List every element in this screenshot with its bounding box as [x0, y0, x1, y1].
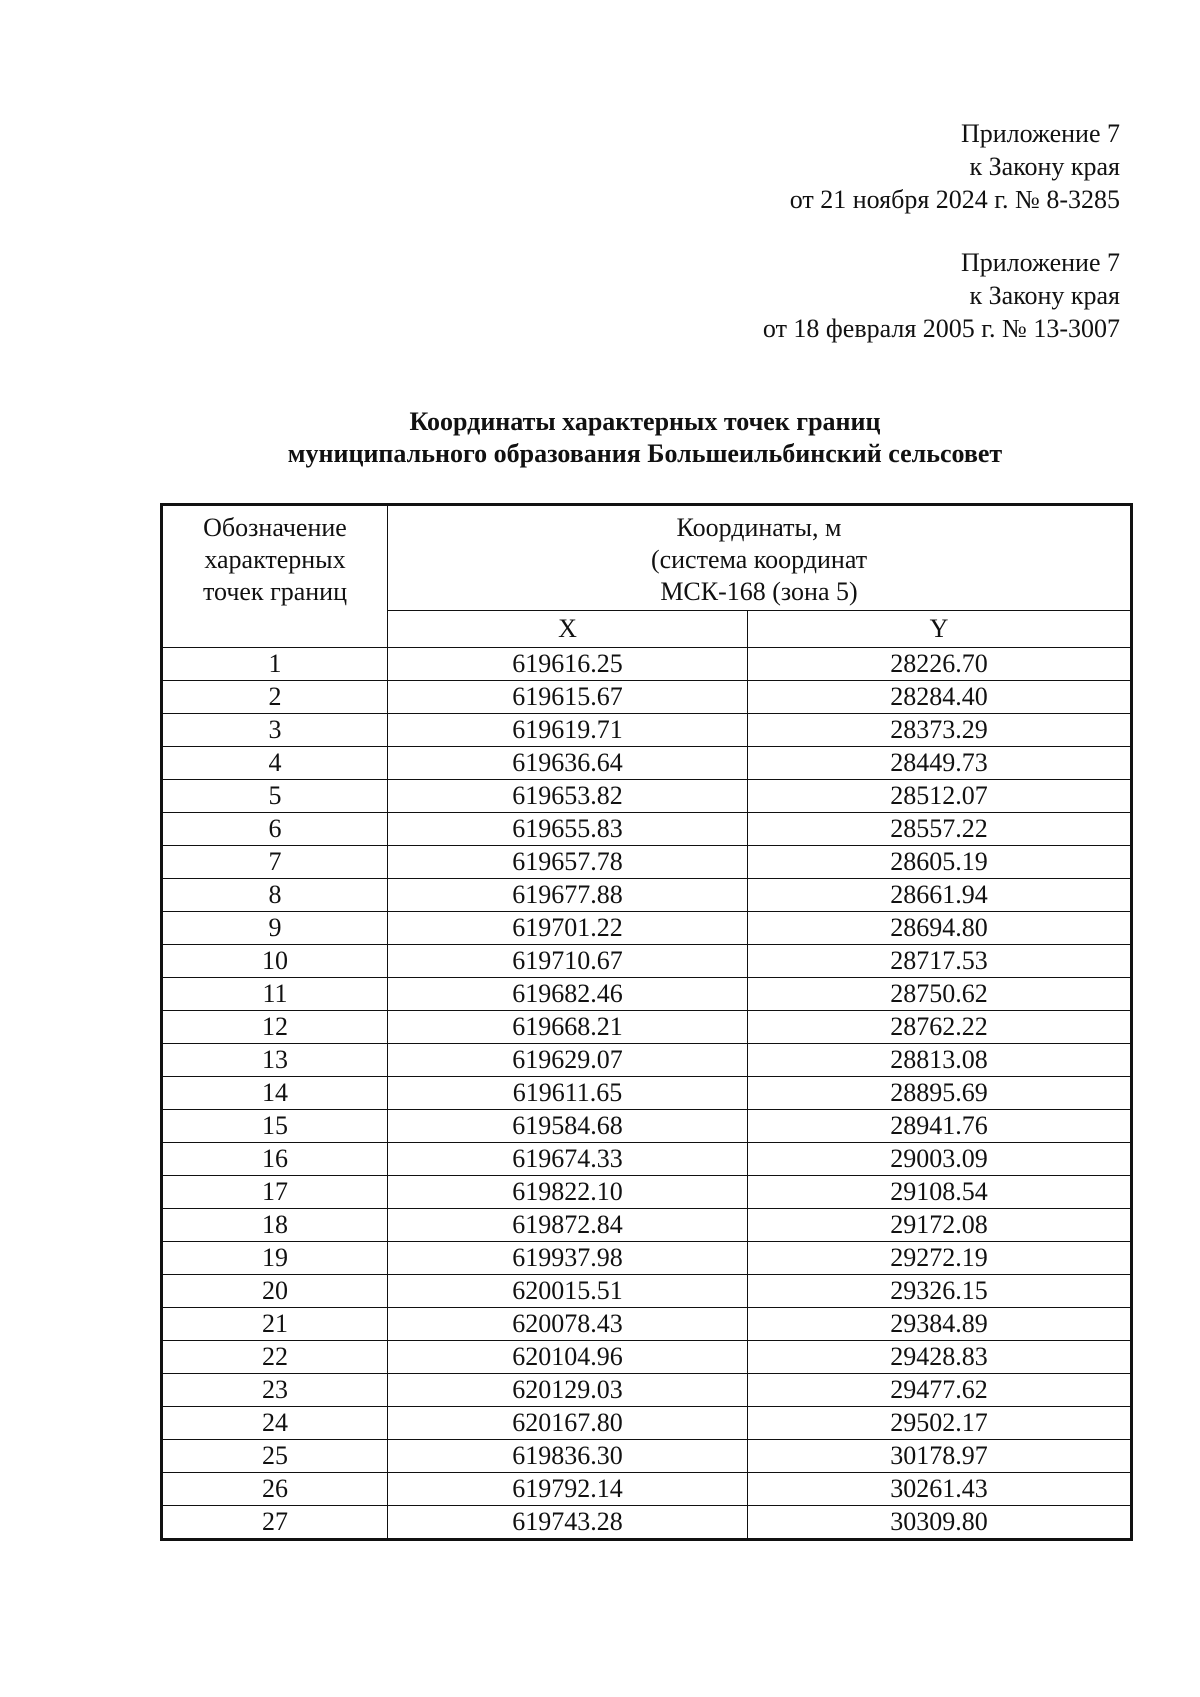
y-coordinate-cell: 29428.83 [748, 1341, 1132, 1374]
appendix-original-line: Приложение 7 [960, 248, 1120, 277]
point-number-cell: 19 [162, 1242, 388, 1275]
table-row [162, 1209, 1132, 1242]
coordinates-table-body [162, 648, 1132, 1540]
x-coordinate-cell: 619674.33 [388, 1143, 748, 1176]
y-column-header: Y [748, 611, 1132, 648]
point-number-cell: 8 [162, 879, 388, 912]
table-row [162, 1275, 1132, 1308]
y-coordinate-cell: 28694.80 [748, 912, 1132, 945]
y-coordinate-cell: 29172.08 [748, 1209, 1132, 1242]
y-coordinate-cell: 28762.22 [748, 1011, 1132, 1044]
x-coordinate-cell: 620015.51 [388, 1275, 748, 1308]
point-number-cell: 14 [162, 1077, 388, 1110]
table-row [162, 747, 1132, 780]
table-row [162, 813, 1132, 846]
table-row [162, 1473, 1132, 1506]
table-row [162, 1506, 1132, 1540]
point-number-cell: 16 [162, 1143, 388, 1176]
table-row [162, 1341, 1132, 1374]
y-coordinate-cell: 28661.94 [748, 879, 1132, 912]
x-coordinate-cell: 619836.30 [388, 1440, 748, 1473]
y-coordinate-cell: 29003.09 [748, 1143, 1132, 1176]
x-column-header: X [388, 611, 748, 648]
table-row [162, 846, 1132, 879]
appendix-current-line: от 21 ноября 2024 г. № 8-3285 [789, 185, 1120, 214]
x-coordinate-cell: 619629.07 [388, 1044, 748, 1077]
point-number-cell: 27 [162, 1506, 388, 1540]
table-row [162, 681, 1132, 714]
point-number-cell: 24 [162, 1407, 388, 1440]
table-row [162, 1044, 1132, 1077]
y-coordinate-cell: 29326.15 [748, 1275, 1132, 1308]
point-number-cell: 10 [162, 945, 388, 978]
appendix-original-line: к Закону края [969, 281, 1120, 310]
y-coordinate-cell: 28941.76 [748, 1110, 1132, 1143]
appendix-current [790, 117, 1120, 216]
point-number-cell: 9 [162, 912, 388, 945]
document-title-line-1: Координаты характерных точек границ [409, 407, 881, 436]
appendix-original-line: от 18 февраля 2005 г. № 13-3007 [762, 314, 1120, 343]
y-coordinate-cell: 30178.97 [748, 1440, 1132, 1473]
appendix-current-line: Приложение 7 [960, 119, 1120, 148]
table-row [162, 648, 1132, 681]
y-coordinate-cell: 29384.89 [748, 1308, 1132, 1341]
x-coordinate-cell: 619872.84 [388, 1209, 748, 1242]
appendix-original [763, 246, 1120, 345]
y-coordinate-cell: 29272.19 [748, 1242, 1132, 1275]
x-coordinate-cell: 619668.21 [388, 1011, 748, 1044]
y-coordinate-cell: 28717.53 [748, 945, 1132, 978]
y-coordinate-cell: 29477.62 [748, 1374, 1132, 1407]
y-coordinate-cell: 28750.62 [748, 978, 1132, 1011]
point-number-cell: 26 [162, 1473, 388, 1506]
point-number-cell: 6 [162, 813, 388, 846]
point-number-cell: 18 [162, 1209, 388, 1242]
x-coordinate-cell: 619937.98 [388, 1242, 748, 1275]
y-coordinate-cell: 28226.70 [748, 648, 1132, 681]
table-row [162, 1176, 1132, 1209]
point-number-cell: 21 [162, 1308, 388, 1341]
point-number-cell: 13 [162, 1044, 388, 1077]
table-row [162, 1308, 1132, 1341]
x-coordinate-cell: 619636.64 [388, 747, 748, 780]
point-number-cell: 17 [162, 1176, 388, 1209]
y-coordinate-cell: 28813.08 [748, 1044, 1132, 1077]
x-coordinate-cell: 619792.14 [388, 1473, 748, 1506]
document-title [0, 406, 1200, 470]
x-coordinate-cell: 619615.67 [388, 681, 748, 714]
point-number-cell: 2 [162, 681, 388, 714]
y-coordinate-cell: 28373.29 [748, 714, 1132, 747]
y-coordinate-cell: 28557.22 [748, 813, 1132, 846]
table-row [162, 1110, 1132, 1143]
x-coordinate-cell: 620129.03 [388, 1374, 748, 1407]
table-row [162, 1407, 1132, 1440]
table-row [162, 912, 1132, 945]
table-row [162, 1143, 1132, 1176]
table-row [162, 879, 1132, 912]
x-coordinate-cell: 619653.82 [388, 780, 748, 813]
y-coordinate-cell: 29502.17 [748, 1407, 1132, 1440]
point-number-cell: 12 [162, 1011, 388, 1044]
point-number-cell: 5 [162, 780, 388, 813]
x-coordinate-cell: 619657.78 [388, 846, 748, 879]
table-row [162, 1440, 1132, 1473]
x-coordinate-cell: 619611.65 [388, 1077, 748, 1110]
table-row [162, 780, 1132, 813]
table-row [162, 945, 1132, 978]
table-row [162, 1011, 1132, 1044]
y-coordinate-cell: 28512.07 [748, 780, 1132, 813]
x-coordinate-cell: 619682.46 [388, 978, 748, 1011]
point-number-cell: 23 [162, 1374, 388, 1407]
x-coordinate-cell: 619584.68 [388, 1110, 748, 1143]
point-number-cell: 11 [162, 978, 388, 1011]
x-coordinate-cell: 619822.10 [388, 1176, 748, 1209]
coordinates-column-header: Координаты, м (система координат МСК-168 (зона 5) [388, 505, 1132, 611]
table-row [162, 1374, 1132, 1407]
document-title-line-2: муниципального образования Большеильбинский сельсовет [287, 439, 1003, 468]
y-coordinate-cell: 29108.54 [748, 1176, 1132, 1209]
point-number-cell: 20 [162, 1275, 388, 1308]
x-coordinate-cell: 620104.96 [388, 1341, 748, 1374]
x-coordinate-cell: 619701.22 [388, 912, 748, 945]
table-row [162, 1077, 1132, 1110]
x-coordinate-cell: 619710.67 [388, 945, 748, 978]
y-coordinate-cell: 28284.40 [748, 681, 1132, 714]
table-row [162, 714, 1132, 747]
table-row [162, 978, 1132, 1011]
point-number-cell: 22 [162, 1341, 388, 1374]
x-coordinate-cell: 620167.80 [388, 1407, 748, 1440]
y-coordinate-cell: 30309.80 [748, 1506, 1132, 1540]
x-coordinate-cell: 619616.25 [388, 648, 748, 681]
table-row [162, 1242, 1132, 1275]
point-number-cell: 4 [162, 747, 388, 780]
y-coordinate-cell: 28605.19 [748, 846, 1132, 879]
x-coordinate-cell: 619655.83 [388, 813, 748, 846]
y-coordinate-cell: 30261.43 [748, 1473, 1132, 1506]
point-number-cell: 25 [162, 1440, 388, 1473]
point-column-header: Обозначение характерных точек границ [162, 505, 388, 648]
x-coordinate-cell: 620078.43 [388, 1308, 748, 1341]
point-number-cell: 15 [162, 1110, 388, 1143]
point-number-cell: 3 [162, 714, 388, 747]
y-coordinate-cell: 28449.73 [748, 747, 1132, 780]
point-number-cell: 1 [162, 648, 388, 681]
x-coordinate-cell: 619619.71 [388, 714, 748, 747]
y-coordinate-cell: 28895.69 [748, 1077, 1132, 1110]
appendix-current-line: к Закону края [969, 152, 1120, 181]
x-coordinate-cell: 619677.88 [388, 879, 748, 912]
x-coordinate-cell: 619743.28 [388, 1506, 748, 1540]
point-number-cell: 7 [162, 846, 388, 879]
coordinates-table [160, 503, 1133, 1541]
